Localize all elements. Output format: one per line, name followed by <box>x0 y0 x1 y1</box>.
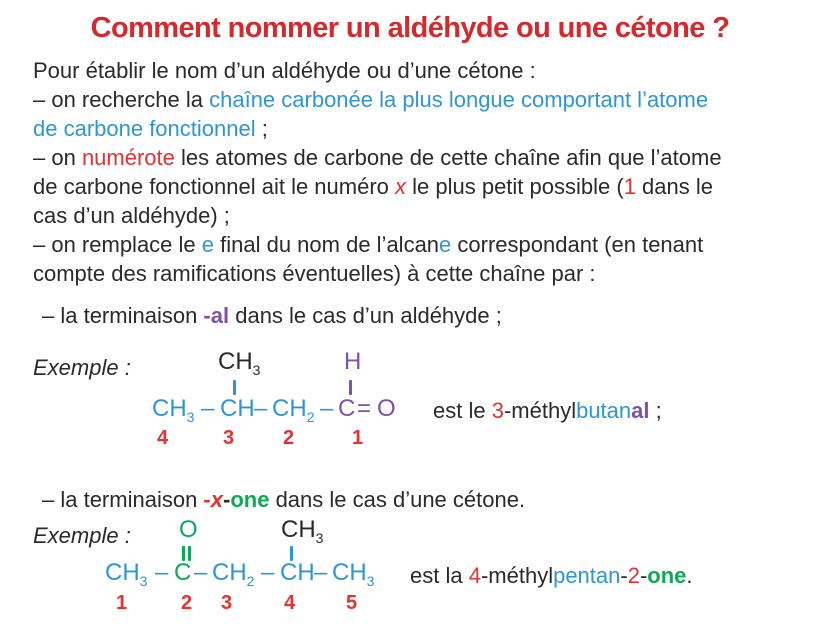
text-run: butan <box>576 398 632 423</box>
intro-paragraph <box>33 56 722 288</box>
carbonyl-oxygen: O <box>179 516 198 543</box>
text-line <box>33 259 722 288</box>
text-run: ; <box>255 116 268 141</box>
carbonyl-carbon: C <box>338 395 356 422</box>
text-run: 3 <box>491 398 504 423</box>
carbon-number: 5 <box>346 592 358 614</box>
text-run: - <box>620 563 628 588</box>
text-run: – on <box>33 145 82 170</box>
atom-subscript: 3 <box>315 530 324 546</box>
carbon-number: 4 <box>284 592 296 614</box>
text-run: e <box>201 232 215 257</box>
text-run: – la terminaison <box>42 303 204 328</box>
text-run: 2 <box>627 563 640 588</box>
chain-group: CH <box>220 395 255 422</box>
bond-dash: – <box>155 559 169 586</box>
text-run: -al <box>203 303 230 328</box>
text-run: -méthyl <box>480 563 554 588</box>
text-run: est la <box>410 563 469 588</box>
text-run: cas d’un aldéhyde) ; <box>33 203 230 228</box>
text-run: compte des ramifications éventuelles) à cette chaîne par : <box>33 261 596 286</box>
aldehyde-name-caption <box>433 398 662 424</box>
carbon-number: 4 <box>157 427 169 449</box>
chain-group <box>152 395 194 425</box>
text-run: le plus petit possible ( <box>406 174 624 199</box>
page-title: Comment nommer un aldéhyde ou une cétone ? <box>90 12 730 44</box>
text-run: les atomes de carbone de cette chaîne afin que l’atome <box>174 145 722 170</box>
bond-dash: – <box>201 395 215 422</box>
text-run: 1 <box>623 174 636 199</box>
text-line <box>33 114 722 143</box>
atom-subscript: 3 <box>366 573 375 589</box>
carbon-number: 3 <box>223 427 235 449</box>
text-run: – on remplace le <box>33 232 202 257</box>
text-run: dans le cas d’une cétone. <box>269 487 526 512</box>
bond-dash: – <box>314 559 328 586</box>
substituent-h: H <box>344 348 362 375</box>
atom-text: CH <box>218 348 253 375</box>
text-run: - <box>223 487 231 512</box>
text-run: x <box>395 174 407 199</box>
text-run: - <box>639 563 648 588</box>
text-run: -méthyl <box>503 398 577 423</box>
text-run: ; <box>649 398 662 423</box>
chain-group <box>272 395 314 425</box>
bond-single <box>233 380 236 395</box>
text-run: numérote <box>81 145 175 170</box>
aldehyde-suffix-rule <box>42 303 502 329</box>
atom-subscript: 2 <box>246 573 255 589</box>
example-label: Exemple : <box>33 523 131 548</box>
text-run: . <box>686 563 693 588</box>
atom-text: CH <box>281 516 316 543</box>
text-run: one <box>230 487 270 512</box>
text-run: 4 <box>468 563 481 588</box>
text-line <box>33 201 722 230</box>
text-run: - <box>203 487 211 512</box>
text-run: al <box>631 398 650 423</box>
text-run: one <box>647 563 687 588</box>
atom-text: CH <box>105 559 140 586</box>
chain-group: CH <box>280 559 315 586</box>
chain-group <box>212 559 254 589</box>
text-line <box>33 172 722 201</box>
substituent-ch3 <box>281 516 323 546</box>
bond-dash: – <box>261 559 275 586</box>
text-run: chaîne carbonée la plus longue comportant l’atome <box>209 87 709 112</box>
double-bond-sign: = <box>357 395 372 422</box>
text-run: final du nom de l’alcan <box>214 232 440 257</box>
text-run: correspondant (en tenant <box>451 232 704 257</box>
bond-dash: – <box>194 559 208 586</box>
text-run: pentan <box>553 563 621 588</box>
ketone-suffix-rule <box>42 487 525 513</box>
carbon-number: 3 <box>221 592 233 614</box>
bond-single <box>349 380 352 395</box>
example-label: Exemple : <box>33 355 131 380</box>
atom-subscript: 3 <box>252 362 261 378</box>
atom-text: CH <box>152 395 187 422</box>
text-line <box>33 143 722 172</box>
text-run: Pour établir le nom d’un aldéhyde ou d’une cétone : <box>33 58 536 83</box>
text-run: de carbone fonctionnel <box>33 116 256 141</box>
carbon-number: 2 <box>181 592 193 614</box>
atom-text: CH <box>272 395 307 422</box>
carbonyl-carbon: C <box>174 559 192 586</box>
text-run: – la terminaison <box>42 487 204 512</box>
carbonyl-oxygen: O <box>377 395 396 422</box>
text-run: dans le cas d’un aldéhyde ; <box>229 303 502 328</box>
atom-subscript: 2 <box>306 409 315 425</box>
atom-subscript: 3 <box>186 409 195 425</box>
ketone-name-caption <box>410 563 693 589</box>
substituent-ch3 <box>218 348 260 378</box>
atom-text: CH <box>212 559 247 586</box>
chain-group <box>332 559 374 589</box>
text-run: de carbone fonctionnel ait le numéro <box>33 174 396 199</box>
text-line <box>33 56 722 85</box>
atom-subscript: 3 <box>139 573 148 589</box>
text-run: est le <box>433 398 492 423</box>
bond-dash: – <box>254 395 268 422</box>
carbon-number: 1 <box>116 592 128 614</box>
text-line <box>33 230 722 259</box>
text-run: x <box>210 487 223 512</box>
text-run: – on recherche la <box>33 87 210 112</box>
chain-group <box>105 559 147 589</box>
atom-text: CH <box>332 559 367 586</box>
bond-dash: – <box>320 395 334 422</box>
carbon-number: 1 <box>352 427 364 449</box>
carbon-number: 2 <box>283 427 295 449</box>
text-run: e <box>439 232 452 257</box>
text-run: dans le <box>635 174 713 199</box>
text-line <box>33 85 722 114</box>
